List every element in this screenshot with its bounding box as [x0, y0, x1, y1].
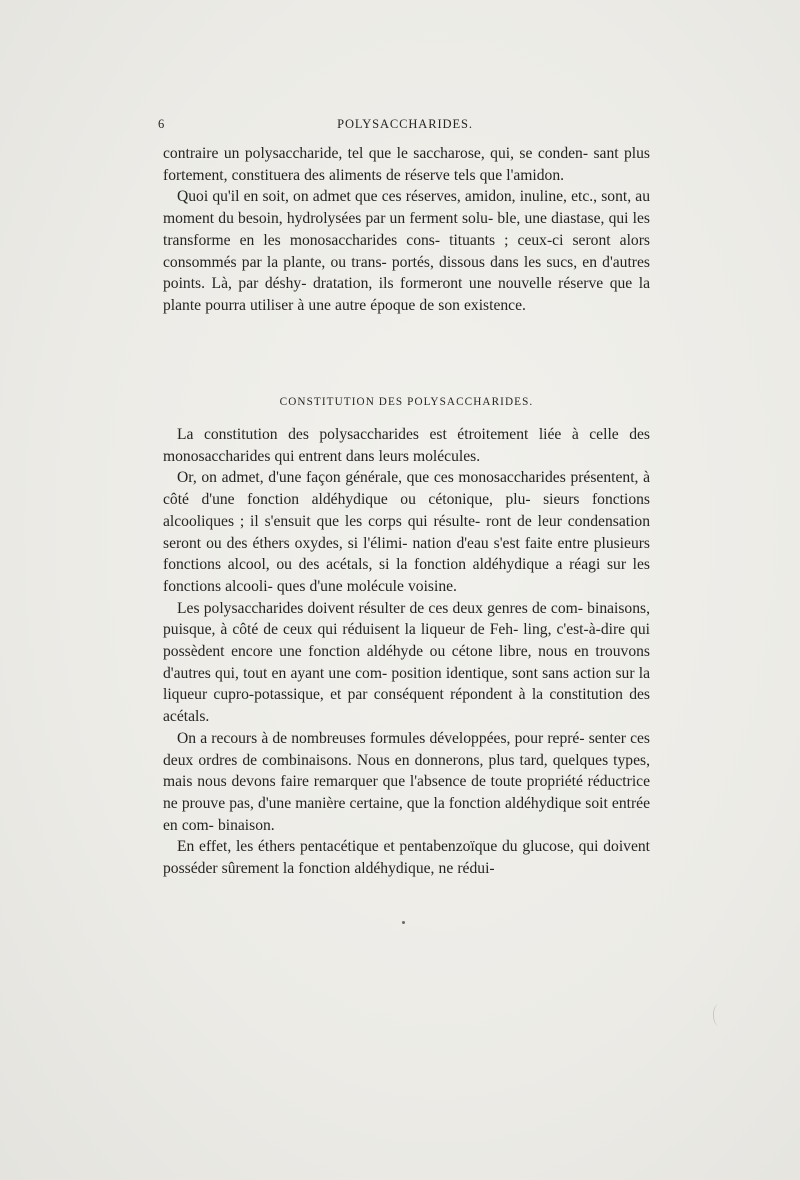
paragraph: On a recours à de nombreuses formules développées, pour repré- senter ces deux ordres de combinaisons. Nous en donnerons, plus tard, quelques types, mais nous devons faire remarquer que l'absence de toute propriété réductrice ne prouve pas, d'une manière certaine, que la fonction aldéhydique soit entrée en com- binaison. — [163, 729, 650, 834]
paragraph: contraire un polysaccharide, tel que le saccharose, qui, se conden- sant plus fortement, constituera des aliments de réserve tels que l'amidon. — [163, 145, 650, 184]
paragraph: Les polysaccharides doivent résulter de ces deux genres de com- binaisons, puisque, à côté de ceux qui réduisent la liqueur de Feh- ling, c'est-à-dire qui possèdent encore une fonction aldéhyde ou cétone libre, nous en trouvons d'autres qui, tout en ayant une com- position identique, sont sans action sur la liqueur cupro-potassique, et par conséquent répondent à la constitution des acétals. — [163, 599, 650, 726]
paper-crease-mark — [713, 1004, 724, 1026]
ink-dot — [402, 921, 405, 924]
paragraph: Or, on admet, d'une façon générale, que ces monosaccharides présentent, à côté d'une fonction aldéhydique ou cétonique, plu- sieurs fonctions alcooliques ; il s'ensuit que les corps qui résulte- ront de leur condensation seront ou des éthers oxydes, si l'élimi- nation d'eau s'est faite entre plusieurs fonctions alcool, ou des acétals, si la fonction aldéhydique a réagi sur les fonctions alcooli- ques d'une molécule voisine. — [163, 469, 650, 595]
section-title: CONSTITUTION DES POLYSACCHARIDES. — [279, 396, 534, 408]
text-block-after — [163, 424, 650, 880]
page-header — [158, 117, 652, 137]
paragraph: Quoi qu'il en soit, on admet que ces réserves, amidon, inuline, etc., sont, au moment du besoin, hydrolysées par un ferment solu- ble, une diastase, qui les transforme en les monosaccharides cons- tituants ; ceux-ci seront alors consommés par la plante, ou trans- portés, dissous dans les sucs, en d'autres points. Là, par déshy- dratation, ils formeront une nouvelle réserve que la plante pourra utiliser à une autre époque de son existence. — [163, 188, 650, 314]
running-title: POLYSACCHARIDES. — [337, 117, 473, 131]
paragraph: En effet, les éthers pentacétique et pentabenzoïque du glucose, qui doivent posséder sûrement la fonction aldéhydique, ne rédui- — [163, 838, 650, 878]
paragraph: La constitution des polysaccharides est étroitement liée à celle des monosaccharides qui entrent dans leurs molécules. — [163, 426, 650, 465]
page-number: 6 — [158, 117, 166, 131]
text-block-before — [163, 143, 650, 317]
